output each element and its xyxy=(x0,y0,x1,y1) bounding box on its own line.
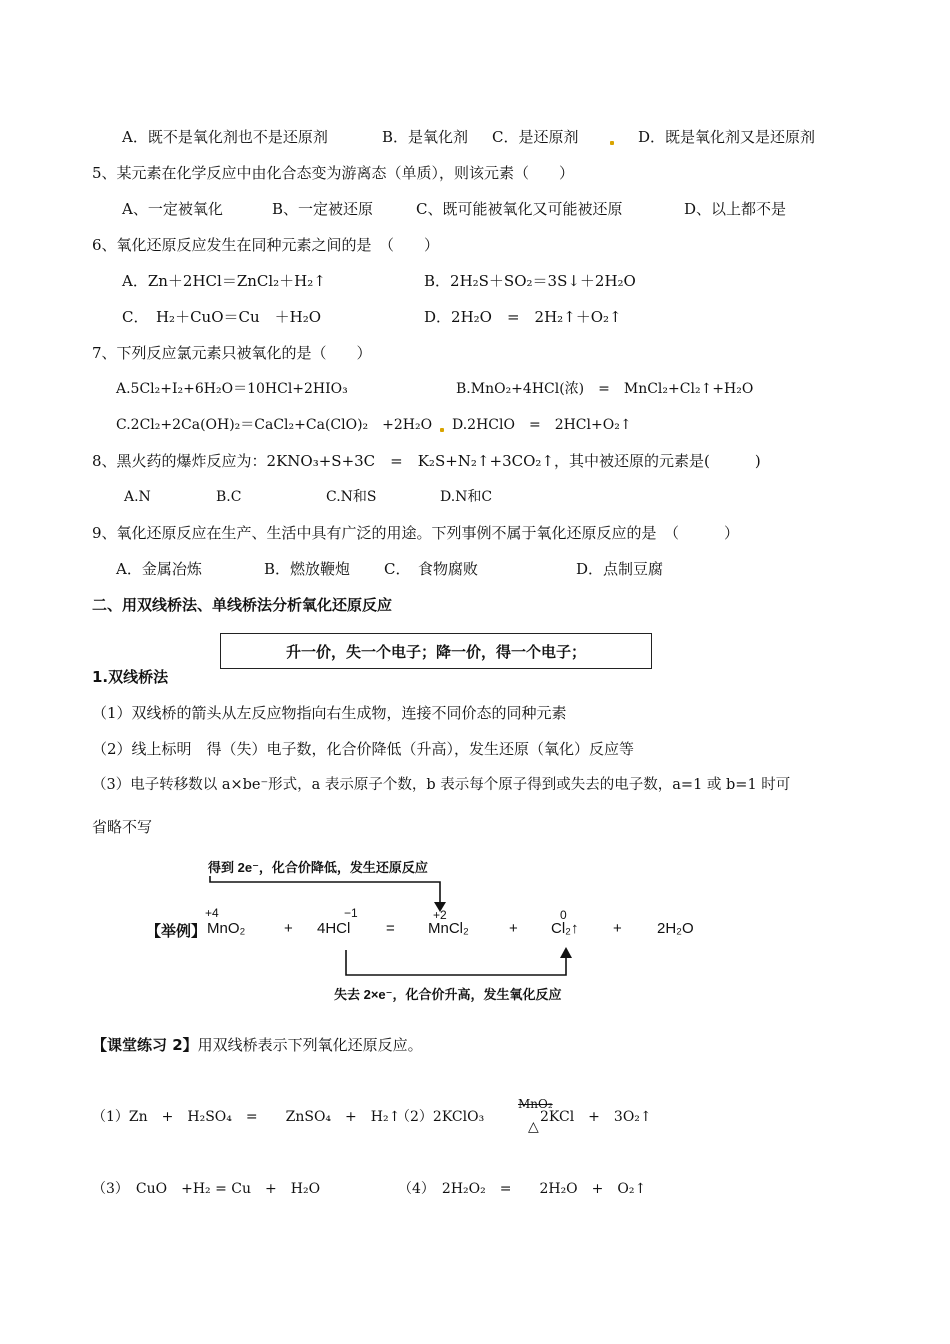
subsection-double-bridge: 1.双线桥法 xyxy=(92,668,169,686)
practice-title-tag: 【课堂练习 2】 xyxy=(92,1036,198,1054)
q6-stem: 6、氧化还原反应发生在同种元素之间的是 （ ） xyxy=(92,236,440,254)
q5-option-c: C、既可能被氧化又可能被还原 xyxy=(416,200,623,218)
q7-stem: 7、下列反应氯元素只被氧化的是（ ） xyxy=(92,344,372,362)
valence-mn-left: +4 xyxy=(205,906,219,920)
formula-mncl2: MnCl₂ xyxy=(428,920,469,937)
q9-option-a: A．金属冶炼 xyxy=(116,560,202,578)
rule-paragraph-1: （1）双线桥的箭头从左反应物指向右生成物，连接不同价态的同种元素 xyxy=(92,704,567,722)
q8-stem: 8、黑火药的爆炸反应为：2KNO₃+S+3C = K₂S+N₂↑+3CO₂↑，其中被还原的元素是( ) xyxy=(92,452,761,470)
q4-option-d: D．既是氧化剂又是还原剂 xyxy=(638,128,816,146)
q6-option-b: B．2H₂S＋SO₂＝3S↓＋2H₂O xyxy=(424,272,636,290)
plus-sign: + xyxy=(509,920,518,937)
valence-cl-left: −1 xyxy=(344,906,358,920)
q8-option-a: A.N xyxy=(124,489,151,505)
valence-mn-right: +2 xyxy=(433,908,447,922)
q4-option-b: B．是氧化剂 xyxy=(382,128,469,146)
q7-option-d: D.2HClO = 2HCl+O₂↑ xyxy=(452,417,632,433)
q7-option-b: B.MnO₂+4HCl(浓) = MnCl₂+Cl₂↑+H₂O xyxy=(456,381,754,397)
top-bridge-line xyxy=(210,876,440,905)
practice-title xyxy=(92,1035,423,1055)
q5-option-b: B、一定被还原 xyxy=(272,200,374,218)
practice-reaction-2-left: （2）2KClO₃ xyxy=(396,1109,485,1125)
rule-paragraph-3-cont: 省略不写 xyxy=(92,818,153,836)
practice-reaction-4: （4） 2H₂O₂ = 2H₂O + O₂↑ xyxy=(398,1181,647,1197)
catalyst-mno2: MnO₂ xyxy=(518,1097,553,1111)
bottom-arrowhead xyxy=(560,947,572,958)
practice-reaction-2-right: 2KCl + 3O₂↑ xyxy=(540,1109,652,1125)
q9-stem: 9、氧化还原反应在生产、生活中具有广泛的用途。下列事例不属于氧化还原反应的是 （ ） xyxy=(92,524,740,542)
rule-paragraph-3: （3）电子转移数以 a×be⁻形式，a 表示原子个数，b 表示每个原子得到或失去的电子数，a=1 或 b=1 时可 xyxy=(92,777,791,793)
rule-text: 升一价，失一个电子；降一价，得一个电子； xyxy=(285,643,586,661)
top-bridge-label: 得到 2e⁻，化合价降低，发生还原反应 xyxy=(208,860,428,875)
equals-sign: = xyxy=(386,920,395,937)
q9-option-b: B．燃放鞭炮 xyxy=(264,560,351,578)
example-tag: 【举例】 xyxy=(146,923,207,940)
formula-mno2: MnO₂ xyxy=(207,920,246,937)
rule-paragraph-2: （2）线上标明 得（失）电子数，化合价降低（升高），发生还原（氧化）反应等 xyxy=(92,740,635,758)
section2-title: 二、用双线桥法、单线桥法分析氧化还原反应 xyxy=(92,596,393,614)
q7-option-c: C.2Cl₂+2Ca(OH)₂＝CaCl₂+Ca(ClO)₂ +2H₂O xyxy=(116,417,433,433)
q4-option-c: C．是还原剂 xyxy=(492,128,579,146)
valence-cl-right: 0 xyxy=(560,908,567,922)
bottom-bridge-line xyxy=(346,950,566,975)
formula-cl2: Cl₂↑ xyxy=(551,920,579,937)
q5-option-a: A、一定被氧化 xyxy=(122,200,223,218)
q5-stem: 5、某元素在化学反应中由化合态变为游离态（单质），则该元素（ ） xyxy=(92,164,575,182)
q8-option-d: D.N和C xyxy=(440,489,493,505)
practice-reaction-1: （1）Zn + H₂SO₄ = ZnSO₄ + H₂↑ xyxy=(92,1109,401,1125)
heat-triangle-icon: △ xyxy=(528,1119,539,1135)
q9-option-c: C． 食物腐败 xyxy=(384,560,478,578)
q6-option-c: C． H₂＋CuO＝Cu ＋H₂O xyxy=(122,308,322,326)
q9-option-d: D．点制豆腐 xyxy=(576,560,664,578)
q6-option-d: D．2H₂O = 2H₂↑＋O₂↑ xyxy=(424,308,622,326)
q8-option-b: B.C xyxy=(216,489,242,505)
q5-option-d: D、以上都不是 xyxy=(684,200,787,218)
q8-option-c: C.N和S xyxy=(326,489,377,505)
plus-sign: + xyxy=(284,920,293,937)
q4-option-a: A．既不是氧化剂也不是还原剂 xyxy=(122,128,328,146)
practice-title-text: 用双线桥表示下列氧化还原反应。 xyxy=(197,1036,423,1054)
formula-h2o: 2H₂O xyxy=(657,920,694,937)
q6-option-a: A．Zn＋2HCl＝ZnCl₂＋H₂↑ xyxy=(122,272,326,290)
formula-hcl: 4HCl xyxy=(317,920,351,937)
plus-sign: + xyxy=(613,920,622,937)
practice-reaction-3: （3） CuO +H₂ = Cu + H₂O xyxy=(92,1181,321,1197)
bottom-bridge-label: 失去 2×e⁻，化合价升高，发生氧化反应 xyxy=(334,987,562,1002)
q7-option-a: A.5Cl₂+I₂+6H₂O＝10HCl+2HIO₃ xyxy=(116,381,348,397)
